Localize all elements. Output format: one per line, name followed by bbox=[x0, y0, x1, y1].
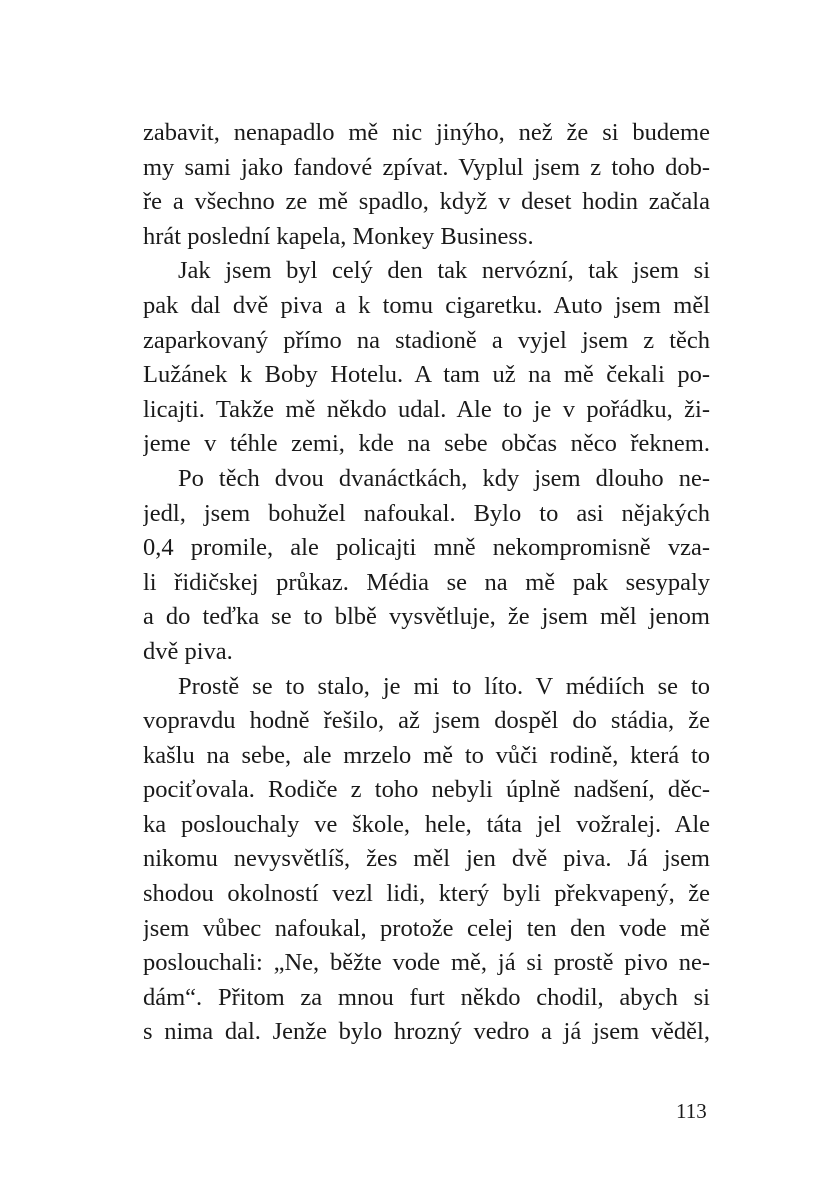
text-line: poslouchali: „Ne, běžte vode mě, já si prostě pivo ne- bbox=[143, 949, 710, 977]
text-line: dám“. Přitom za mnou furt někdo chodil, abych si bbox=[143, 983, 710, 1011]
text-line: shodou okolností vezl lidi, který byli překvapený, že bbox=[143, 880, 710, 908]
body-text bbox=[143, 116, 710, 1050]
text-line: Prostě se to stalo, je mi to líto. V médiích se to bbox=[178, 672, 710, 700]
text-line: nikomu nevysvětlíš, žes měl jen dvě piva. Já jsem bbox=[143, 845, 710, 873]
paragraph-2 bbox=[143, 254, 710, 462]
text-line: pak dal dvě piva a k tomu cigaretku. Auto jsem měl bbox=[143, 291, 710, 319]
text-line: licajti. Takže mě někdo udal. Ale to je v pořádku, ži- bbox=[143, 395, 710, 423]
text-line: ře a všechno ze mě spadlo, když v deset hodin začala bbox=[143, 188, 710, 216]
text-line: ka poslouchaly ve škole, hele, táta jel vožralej. Ale bbox=[143, 810, 710, 838]
paragraph-4 bbox=[143, 670, 710, 1051]
text-line: Jak jsem byl celý den tak nervózní, tak jsem si bbox=[178, 257, 710, 285]
text-line: kašlu na sebe, ale mrzelo mě to vůči rodině, která to bbox=[143, 741, 710, 769]
text-line: dvě piva. bbox=[143, 637, 233, 665]
text-line: my sami jako fandové zpívat. Vyplul jsem z toho dob- bbox=[143, 153, 710, 181]
text-line: jeme v téhle zemi, kde na sebe občas něco řeknem. bbox=[143, 430, 710, 458]
text-line: jsem vůbec nafoukal, protože celej ten den vode mě bbox=[143, 914, 710, 942]
text-line: zaparkovaný přímo na stadioně a vyjel jsem z těch bbox=[143, 326, 710, 354]
text-line: s nima dal. Jenže bylo hrozný vedro a já jsem věděl, bbox=[143, 1018, 710, 1046]
text-line: vopravdu hodně řešilo, až jsem dospěl do stádia, že bbox=[143, 707, 710, 735]
page-number: 113 bbox=[676, 1099, 707, 1123]
text-line: 0,4 promile, ale policajti mně nekompromisně vza- bbox=[143, 534, 710, 562]
text-line: a do teďka se to blbě vysvětluje, že jsem měl jenom bbox=[143, 603, 710, 631]
paragraph-1 bbox=[143, 116, 710, 254]
text-line: hrát poslední kapela, Monkey Business. bbox=[143, 222, 534, 250]
text-line: li řidičskej průkaz. Média se na mě pak sesypaly bbox=[143, 568, 710, 596]
paragraph-3 bbox=[143, 462, 710, 670]
text-line: Lužánek k Boby Hotelu. A tam už na mě čekali po- bbox=[143, 361, 710, 389]
text-line: jedl, jsem bohužel nafoukal. Bylo to asi nějakých bbox=[143, 499, 710, 527]
text-line: pociťovala. Rodiče z toho nebyli úplně nadšení, děc- bbox=[143, 776, 710, 804]
text-line: zabavit, nenapadlo mě nic jinýho, než že si budeme bbox=[143, 119, 710, 146]
text-line: Po těch dvou dvanáctkách, kdy jsem dlouho ne- bbox=[178, 464, 710, 492]
